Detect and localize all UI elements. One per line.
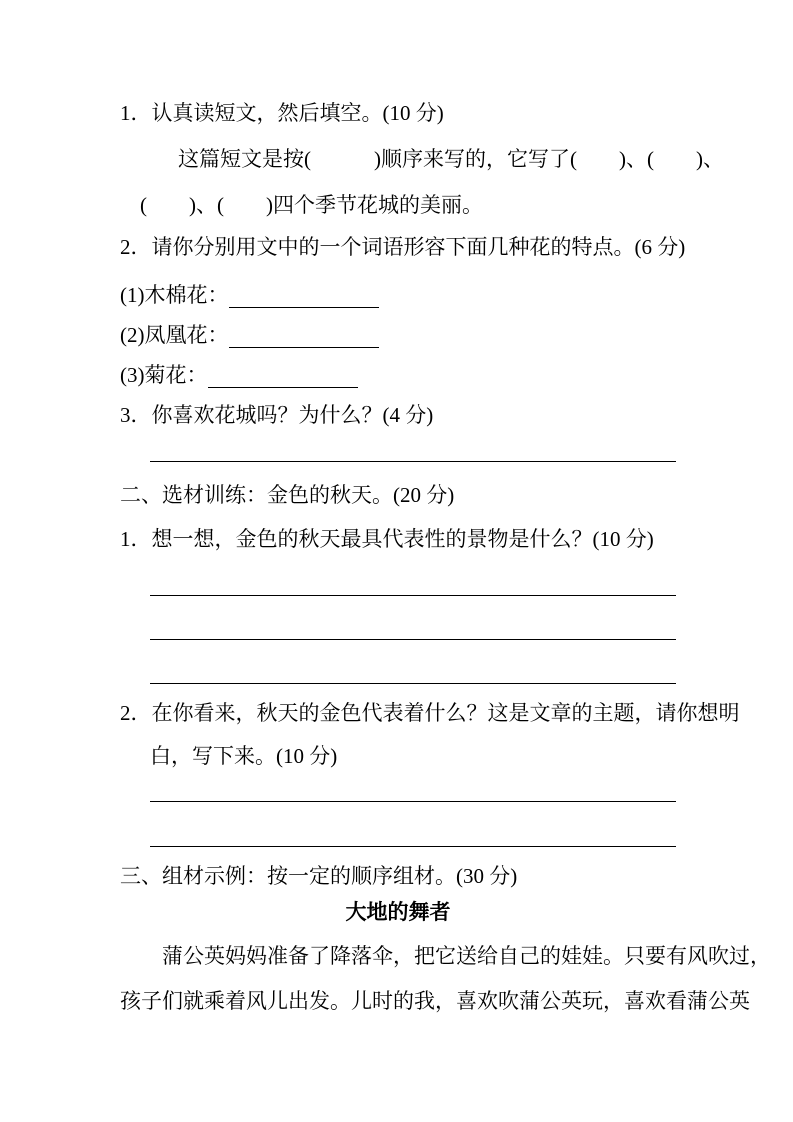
q2-item-1: [120, 282, 676, 308]
q1-fill-line-1: 这篇短文是按( )顺序来写的，它写了( )、( )、: [178, 147, 724, 171]
s2-q1-answer-line-1: [150, 552, 676, 596]
s2-q1-answer-line-3: [150, 640, 676, 684]
essay-title: 大地的舞者: [345, 900, 451, 924]
q1-fill-line-2: ( )、( )四个季节花城的美丽。: [140, 193, 483, 217]
q2-item-2-blank: [229, 327, 379, 348]
q2-item-2: [120, 322, 676, 348]
q2-item-1-blank: [229, 287, 379, 308]
q3-prompt: 3．你喜欢花城吗？为什么？(4 分): [120, 403, 434, 427]
s2-q2-answer-line-1: [150, 769, 676, 802]
s2-q2-prompt-line-1: 2．在你看来，秋天的金色代表着什么？这是文章的主题，请你想明: [120, 701, 740, 725]
q1-prompt: 1．认真读短文，然后填空。(10 分): [120, 101, 444, 125]
q3-answer-line: [150, 428, 676, 462]
s2-q2-prompt-line-2: 白，写下来。(10 分): [150, 744, 338, 768]
q2-item-3-blank: [208, 367, 358, 388]
q2-item-3-label: (3)菊花：: [120, 363, 208, 387]
q2-item-1-label: (1)木棉花：: [120, 283, 229, 307]
q2-item-2-label: (2)凤凰花：: [120, 323, 229, 347]
essay-para-line-2: 孩子们就乘着风儿出发。儿时的我，喜欢吹蒲公英玩，喜欢看蒲公英: [120, 989, 750, 1013]
s2-q2-answer-line-2: [150, 802, 676, 847]
q2-item-3: [120, 362, 676, 388]
q2-prompt: 2．请你分别用文中的一个词语形容下面几种花的特点。(6 分): [120, 235, 686, 259]
section2-heading: 二、选材训练：金色的秋天。(20 分): [120, 483, 455, 507]
s2-q1-prompt: 1．想一想，金色的秋天最具代表性的景物是什么？(10 分): [120, 527, 654, 551]
s2-q1-answer-line-2: [150, 596, 676, 640]
essay-para-line-1: 蒲公英妈妈准备了降落伞，把它送给自己的娃娃。只要有风吹过，: [162, 944, 771, 968]
section3-heading: 三、组材示例：按一定的顺序组材。(30 分): [120, 864, 518, 888]
